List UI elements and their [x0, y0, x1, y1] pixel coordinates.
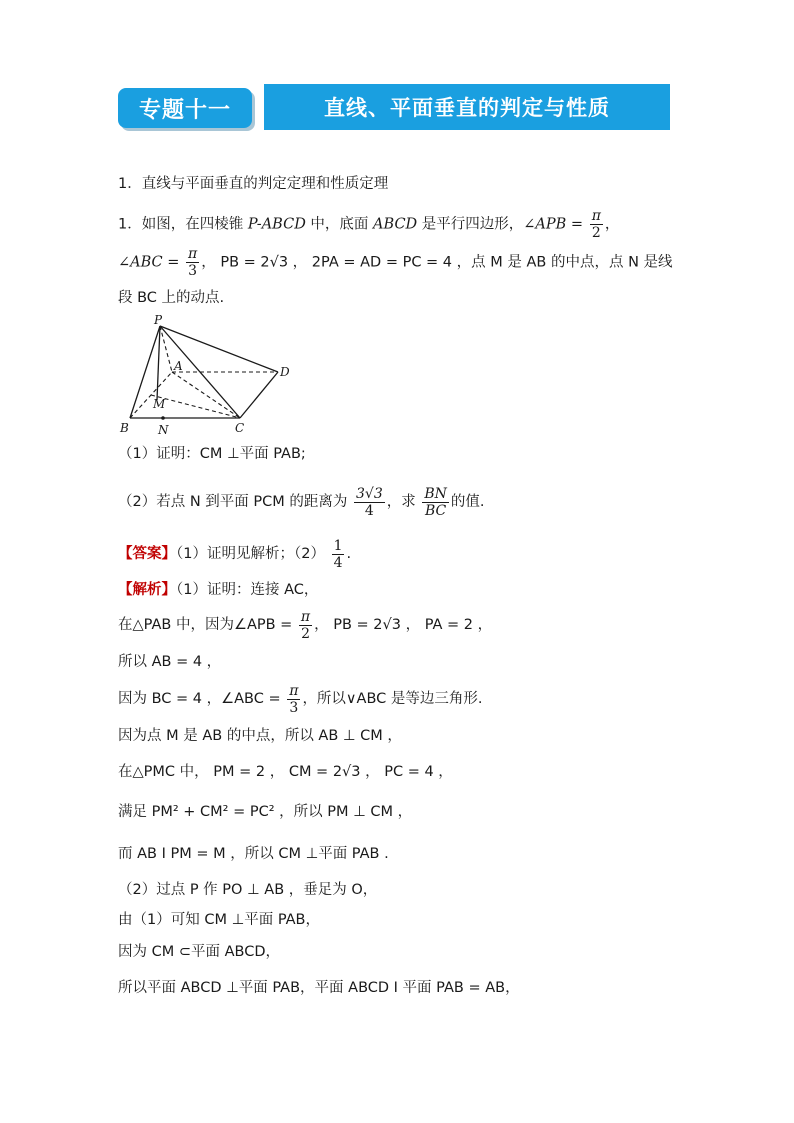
problem-line-3: 段 BC 上的动点.: [118, 290, 225, 306]
analysis-text: 在△PAB 中，因为∠APB =: [118, 617, 293, 633]
fraction: [287, 683, 300, 716]
fraction-denominator: 4: [364, 502, 374, 519]
fraction-numerator: 3√3: [356, 485, 383, 502]
question-2: [118, 480, 485, 524]
fraction-denominator: 3: [289, 699, 299, 716]
fraction: [186, 246, 199, 279]
analysis-text: ，所以∨ABC 是等边三角形.: [302, 691, 483, 707]
fraction-denominator: 2: [301, 625, 310, 642]
question-text: （2）若点 N 到平面 PCM 的距离为: [118, 494, 348, 510]
analysis-text: 因为 BC = 4 ，∠ABC =: [118, 691, 281, 707]
problem-text: 是平行四边形，: [417, 216, 524, 233]
chapter-header: [118, 84, 670, 130]
vertex-label-b: B: [120, 421, 129, 435]
fraction: [332, 538, 345, 571]
analysis-line-9: （2）过点 P 作 PO ⊥ AB ，垂足为 O，: [118, 882, 378, 898]
fraction-numerator: π: [188, 246, 198, 262]
answer-text: .: [346, 546, 352, 562]
fraction-numerator: π: [300, 608, 311, 625]
vertex-label-c: C: [235, 421, 245, 435]
problem-line-2: [118, 246, 673, 279]
problem-text: ，: [604, 216, 620, 233]
chapter-title: 直线、平面垂直的判定与性质: [264, 84, 670, 130]
fraction-denominator: 4: [333, 554, 343, 571]
answer-line: [118, 536, 351, 572]
problem-text: ∠APB =: [523, 216, 584, 233]
fraction-numerator: BN: [424, 485, 447, 502]
problem-text: P-ABCD: [247, 216, 306, 233]
question-text: ，求: [386, 494, 416, 510]
fraction: [299, 609, 312, 642]
fraction-denominator: 2: [591, 225, 601, 241]
fraction: [590, 208, 603, 241]
vertex-label-a: A: [174, 359, 183, 373]
chapter-badge: 专题十一: [118, 88, 252, 128]
analysis-line-1: [118, 580, 318, 600]
analysis-tag: 【解析】: [118, 582, 176, 598]
analysis-line-5: 因为点 M 是 AB 的中点，所以 AB ⊥ CM ，: [118, 728, 402, 744]
problem-text: 中，底面: [305, 216, 374, 233]
answer-text: （1）证明见解析；（2）: [176, 546, 325, 562]
point-label-m: M: [153, 397, 166, 411]
fraction: [422, 486, 449, 519]
analysis-line-2: [118, 608, 492, 642]
analysis-line-4: [118, 682, 483, 716]
analysis-line-11: 因为 CM ⊂平面 ABCD，: [118, 944, 281, 960]
question-text: 的值.: [450, 494, 485, 510]
problem-text: ∠ABC =: [118, 254, 180, 271]
fraction-numerator: 1: [333, 537, 343, 554]
vertex-label-d: D: [280, 365, 290, 379]
analysis-text: （1）证明：连接 AC，: [176, 582, 319, 598]
analysis-line-8: 而 AB I PM = M ，所以 CM ⊥平面 PAB .: [118, 846, 389, 862]
analysis-line-12: 所以平面 ABCD ⊥平面 PAB，平面 ABCD I 平面 PAB = AB，: [118, 980, 520, 996]
fraction: [354, 486, 385, 519]
fraction-denominator: 3: [188, 263, 198, 279]
fraction-numerator: π: [591, 208, 601, 224]
analysis-line-10: 由（1）可知 CM ⊥平面 PAB，: [118, 912, 321, 928]
section-heading: 1．直线与平面垂直的判定定理和性质定理: [118, 176, 389, 192]
analysis-line-3: 所以 AB = 4 ，: [118, 654, 222, 670]
problem-text: 1．如图，在四棱锥: [118, 216, 248, 233]
question-1: （1）证明：CM ⊥平面 PAB;: [118, 446, 306, 462]
fraction-numerator: π: [289, 682, 299, 699]
point-label-n: N: [158, 423, 169, 437]
problem-text: ， PB = 2√3 ， 2PA = AD = PC = 4 ，点 M 是 AB 的中点，点 N 是线: [201, 254, 673, 271]
analysis-line-7: 满足 PM² + CM² = PC² ，所以 PM ⊥ CM ，: [118, 804, 413, 820]
pyramid-figure: [118, 312, 308, 440]
problem-line-1: [118, 208, 620, 241]
problem-text: ABCD: [373, 216, 418, 233]
analysis-text: ， PB = 2√3 ， PA = 2 ，: [314, 617, 493, 633]
vertex-label-p: P: [154, 313, 163, 327]
fraction-denominator: BC: [425, 502, 447, 519]
answer-tag: 【答案】: [118, 546, 176, 562]
analysis-line-6: 在△PMC 中， PM = 2 ， CM = 2√3 ， PC = 4 ，: [118, 764, 453, 780]
